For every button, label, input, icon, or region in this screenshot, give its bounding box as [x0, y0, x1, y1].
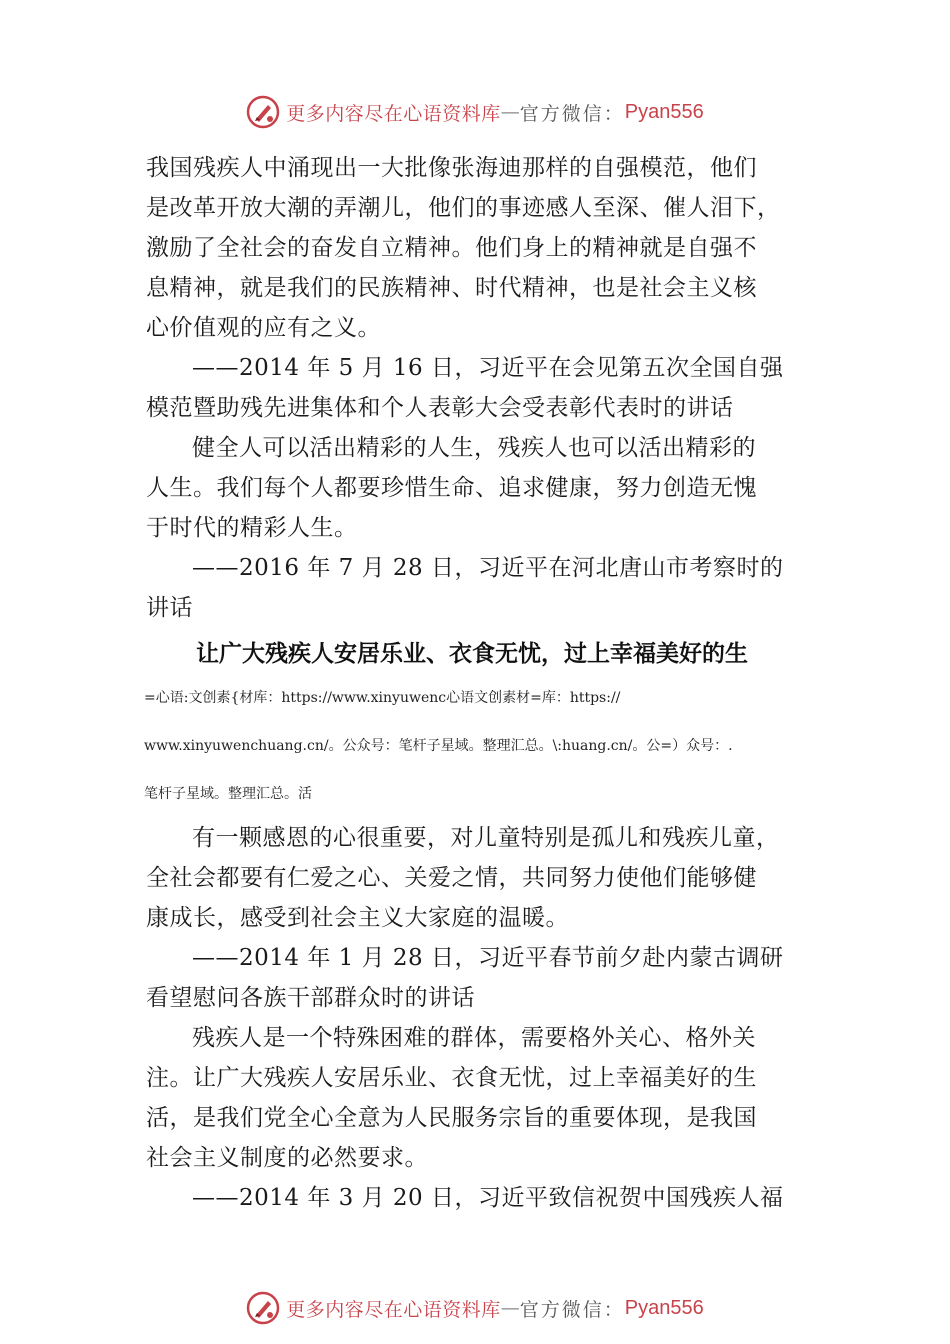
source-line: ——2014 年 1 月 28 日，习近平春节前夕赴内蒙古调研 — [192, 945, 784, 971]
watermark-text-line: =心语:文创素{材库：https://www.xinyuwenc心语文创素材=库：https:// — [144, 690, 621, 706]
text-line: 息精神，就是我们的民族精神、时代精神，也是社会主义核 — [146, 275, 757, 301]
text-line: 人生。我们每个人都要珍惜生命、追求健康，努力创造无愧 — [146, 475, 757, 501]
banner-separator: — — [500, 101, 520, 123]
source-line: 讲话 — [146, 595, 193, 621]
source-line: ——2014 年 5 月 16 日，习近平在会见第五次全国自强 — [192, 355, 784, 381]
text-line: 心价值观的应有之义。 — [146, 315, 381, 341]
pen-seal-logo-icon — [246, 1291, 280, 1325]
text-line: 激励了全社会的奋发自立精神。他们身上的精神就是自强不 — [146, 235, 757, 261]
watermark-text-line: www.xinyuwenchuang.cn/。公众号：笔杆子星域。整理汇总。\:huang.cn/。公=）众号：. — [144, 738, 733, 754]
document-body — [146, 148, 826, 1218]
text-line: 是改革开放大潮的弄潮儿，他们的事迹感人至深、催人泪下， — [146, 195, 781, 221]
section-heading: 让广大残疾人安居乐业、衣食无忧，过上幸福美好的生 — [196, 641, 748, 667]
banner-title: 更多内容尽在心语资料库 — [286, 1298, 501, 1321]
watermark-banner-top — [0, 92, 950, 132]
banner-title: 更多内容尽在心语资料库 — [286, 102, 501, 125]
source-line: ——2014 年 3 月 20 日，习近平致信祝贺中国残疾人福 — [192, 1185, 784, 1211]
source-line: 模范暨助残先进集体和个人表彰大会受表彰代表时的讲话 — [146, 395, 734, 421]
text-line: 有一颗感恩的心很重要，对儿童特别是孤儿和残疾儿童， — [192, 825, 780, 851]
pen-seal-logo-icon — [246, 95, 280, 129]
text-line: 活，是我们党全心全意为人民服务宗旨的重要体现，是我国 — [146, 1105, 757, 1131]
text-line: 康成长，感受到社会主义大家庭的温暖。 — [146, 905, 569, 931]
banner-wechat-id: Pyan556 — [624, 100, 704, 123]
watermark-text-line: 笔杆子星域。整理汇总。活 — [144, 786, 312, 802]
watermark-banner-bottom — [0, 1288, 950, 1328]
text-line: 于时代的精彩人生。 — [146, 515, 358, 541]
text-line: 注。让广大残疾人安居乐业、衣食无忧，过上幸福美好的生 — [146, 1065, 757, 1091]
banner-wechat-id: Pyan556 — [624, 1296, 704, 1319]
text-line: 残疾人是一个特殊困难的群体，需要格外关心、格外关 — [192, 1025, 756, 1051]
source-line: 看望慰问各族干部群众时的讲话 — [146, 985, 475, 1011]
text-line: 我国残疾人中涌现出一大批像张海迪那样的自强模范，他们 — [146, 155, 757, 181]
text-line: 全社会都要有仁爱之心、关爱之情，共同努力使他们能够健 — [146, 865, 757, 891]
text-line: 社会主义制度的必然要求。 — [146, 1145, 428, 1171]
banner-wechat-label: 官方微信： — [519, 1298, 625, 1321]
source-line: ——2016 年 7 月 28 日，习近平在河北唐山市考察时的 — [192, 555, 784, 581]
text-line: 健全人可以活出精彩的人生，残疾人也可以活出精彩的 — [192, 435, 756, 461]
banner-separator: — — [500, 1297, 520, 1319]
banner-wechat-label: 官方微信： — [519, 102, 625, 125]
